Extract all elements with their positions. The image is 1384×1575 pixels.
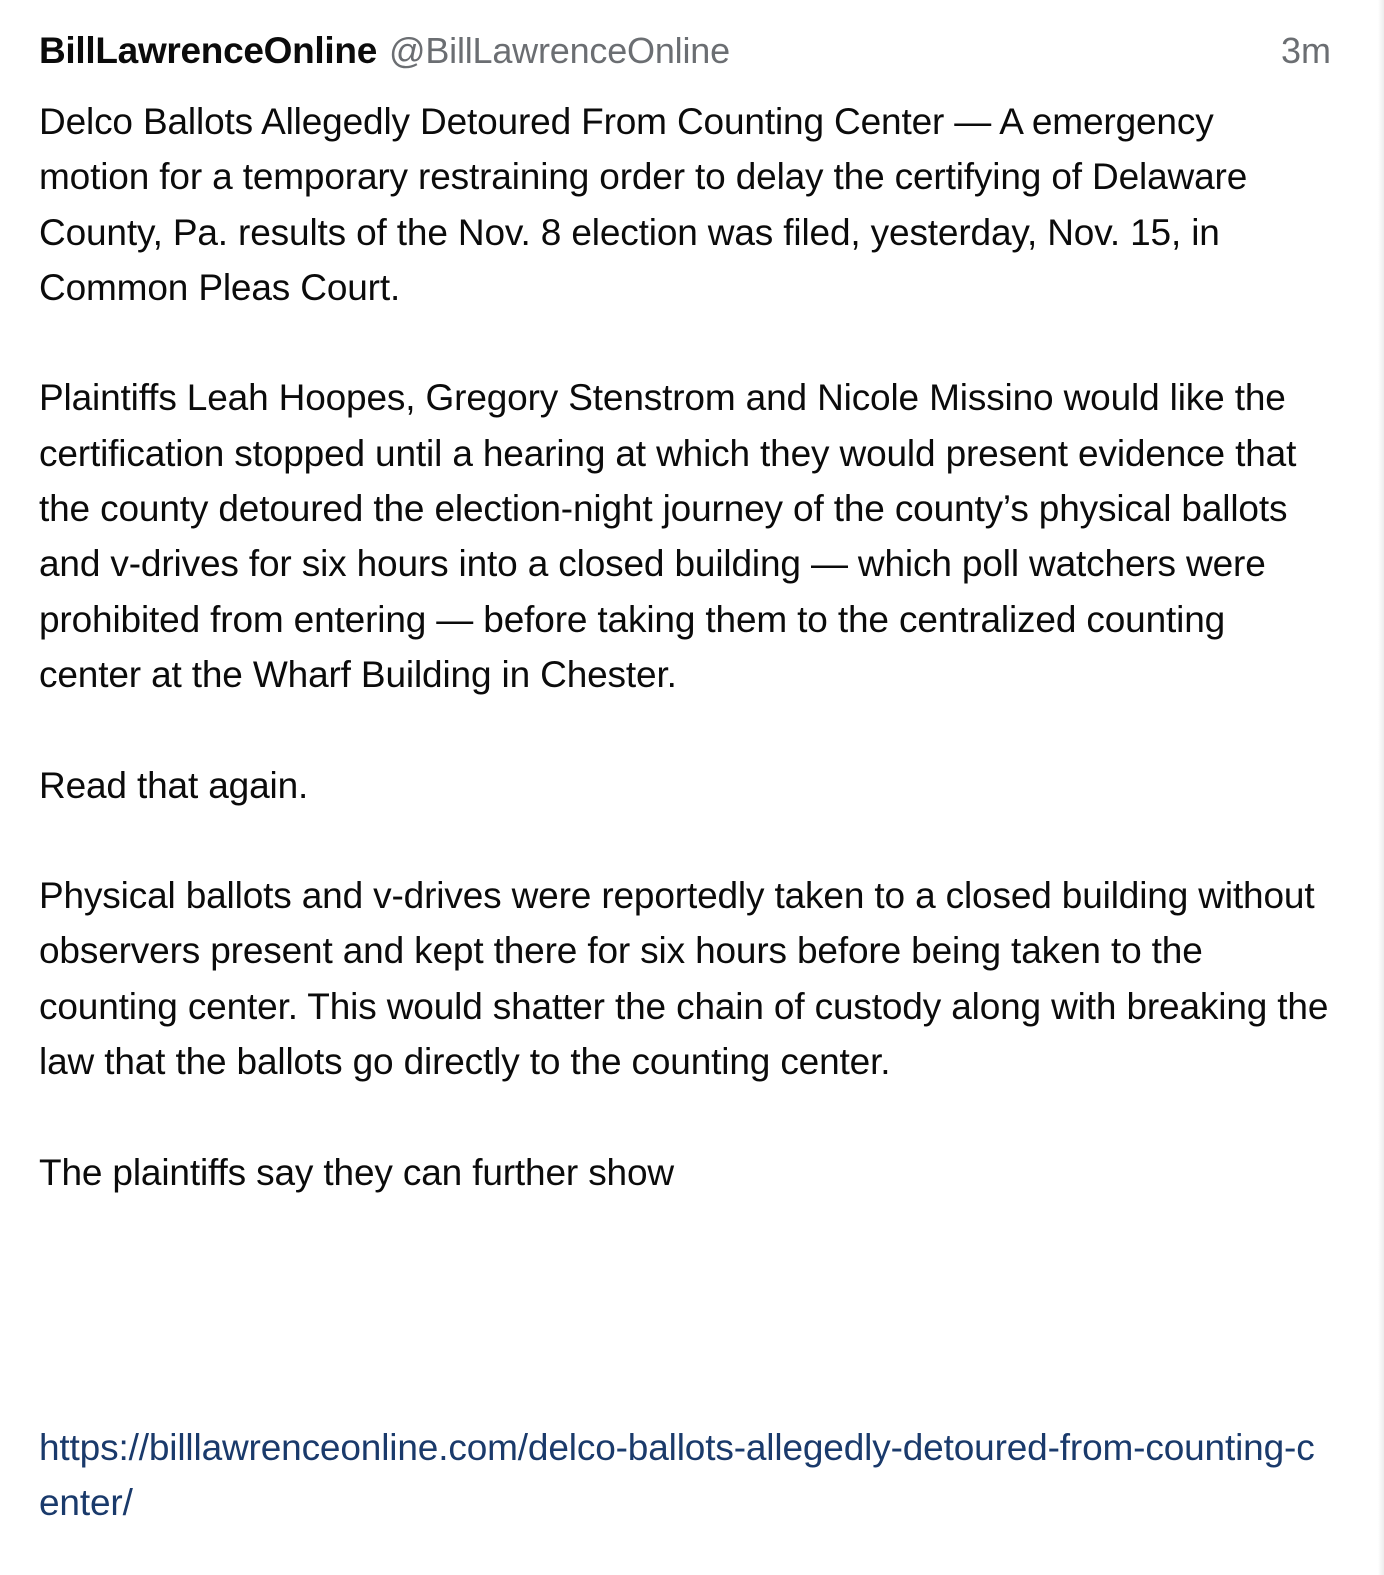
article-link[interactable]: https://billlawrenceonline.com/delco-ballots-allegedly-detoured-from-counting-center/ [39, 1427, 1315, 1524]
post-paragraph: The plaintiffs say they can further show [39, 1151, 674, 1193]
scroll-edge [1378, 0, 1384, 1575]
post [39, 30, 1331, 1200]
post-paragraph: Physical ballots and v-drives were reportedly taken to a closed building without observers present and kept there for six hours before being taken to the counting center. This would shatter the chain of custody along with breaking the law that the ballots go directly to the counting center. [39, 875, 1329, 1083]
post-header [39, 30, 1331, 76]
post-timestamp: 3m [1280, 30, 1331, 71]
author-display-name[interactable]: BillLawrenceOnline [39, 30, 377, 71]
post-paragraph: Plaintiffs Leah Hoopes, Gregory Stenstrom and Nicole Missino would like the certification stopped until a hearing at which they would present evidence that the county detoured the election-night journey of the county’s physical ballots and v-drives for six hours into a closed building — which poll watchers were prohibited from entering — before taking them to the centralized counting center at the Wharf Building in Chester. [39, 377, 1297, 695]
post-link-container [39, 1420, 1331, 1531]
post-body [39, 94, 1331, 1200]
author-handle[interactable]: @BillLawrenceOnline [388, 30, 730, 71]
post-paragraph: Delco Ballots Allegedly Detoured From Counting Center — A emergency motion for a temporary restraining order to delay the certifying of Delaware County, Pa. results of the Nov. 8 election was filed, yesterday, Nov. 15, in Common Pleas Court. [39, 101, 1248, 308]
post-paragraph: Read that again. [39, 764, 309, 806]
